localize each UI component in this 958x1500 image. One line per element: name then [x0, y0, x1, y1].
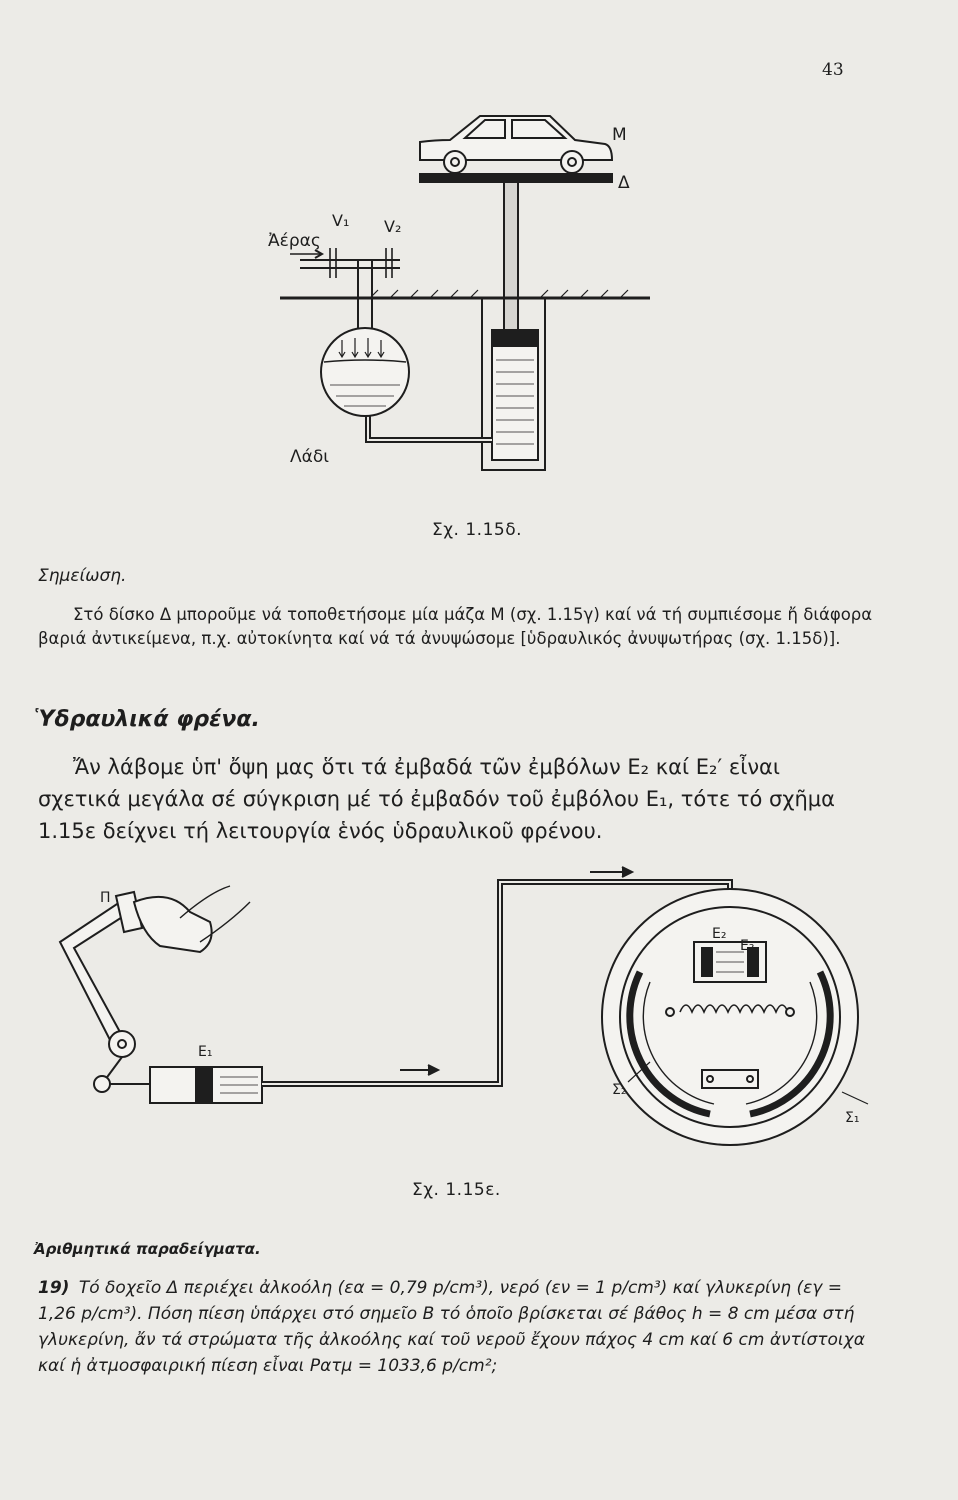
note-body	[38, 603, 873, 650]
figure-top-caption: Σχ. 1.15δ.	[432, 520, 523, 540]
examples-title: Ἀριθμητικά παραδείγματα.	[34, 1240, 261, 1258]
section-text: Ἄν λάβομε ὑπ' ὄψη μας ὅτι τά ἐμβαδά τῶν ἐμβόλων E₂ καί E₂′ εἶναι σχετικά μεγάλα σέ σύγκριση μέ τό ἐμβαδόν τοῦ ἐμβόλου E₁, τότε τό σχῆμα 1.15ε δείχνει τή λειτουργία ἑνός ὑδραυλικοῦ φρένου.	[38, 755, 836, 843]
disk-label: Δ	[618, 173, 630, 193]
note-title: Σημείωση.	[38, 566, 127, 586]
page-number: 43	[822, 60, 844, 80]
piston2b-label: E₂	[740, 938, 755, 954]
exercise-text: Τό δοχεῖο Δ περιέχει ἀλκοόλη (εα = 0,79 p/cm³), νερό (εν = 1 p/cm³) καί γλυκερίνη (εγ = 1,26 p/cm³). Πόση πίεση ὑπάρχει στό σημεῖο B τό ὁποῖο βρίσκεται σέ βάθος h = 8 cm μέσα στή γλυκερίνη, ἄν τά στρώματα τῆς ἀλκοόλης καί τοῦ νεροῦ ἔχουν πάχος 4 cm καί 6 cm ἀντίστοιχα καί ἡ ἀτμοσφαιρική πίεση εἶναι Pατμ = 1033,6 p/cm²;	[38, 1278, 865, 1376]
hydraulic-lift-diagram	[260, 100, 660, 490]
section-title: Ὑδραυλικά φρένα.	[34, 707, 260, 732]
oil-label: Λάδι	[290, 447, 329, 467]
shoe2-label: Σ₂	[612, 1082, 627, 1098]
piston1-label: E₁	[198, 1044, 213, 1060]
figure-bottom-caption: Σχ. 1.15ε.	[412, 1180, 501, 1200]
exercise-19	[38, 1275, 870, 1379]
hydraulic-brake-figure	[30, 862, 875, 1152]
valve1-label: V₁	[332, 211, 350, 230]
exercise-number: 19)	[38, 1278, 70, 1298]
piston2-label: E₂	[712, 926, 727, 942]
note-text: Στό δίσκο Δ μποροῦμε νά τοποθετήσομε μία μάζα M (σχ. 1.15γ) καί νά τή συμπιέσομε ἤ διάφορα βαριά ἀντικείμενα, π.χ. αὐτοκίνητα καί νά τά ἀνυψώσομε [ὑδραυλικός ἀνυψωτήρας (σχ. 1.15δ)].	[38, 605, 873, 648]
air-label: Ἀέρας	[268, 231, 321, 251]
mass-label: M	[612, 125, 627, 145]
car-icon	[420, 116, 612, 173]
shoe1-label: Σ₁	[845, 1110, 860, 1126]
hydraulic-lift-figure	[260, 100, 660, 490]
pedal-label: Π	[100, 890, 111, 906]
valve2-label: V₂	[384, 217, 402, 236]
section-body	[38, 751, 868, 847]
platform-disk	[420, 174, 612, 182]
hydraulic-brake-diagram	[30, 862, 875, 1152]
